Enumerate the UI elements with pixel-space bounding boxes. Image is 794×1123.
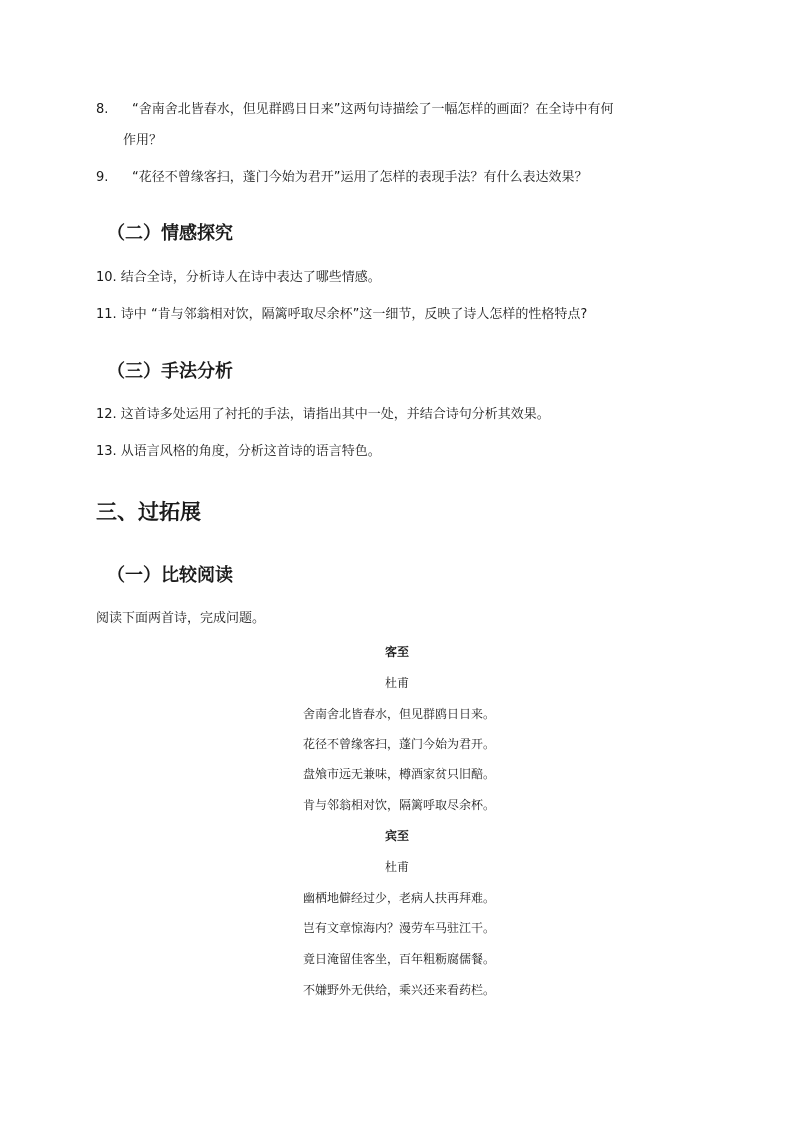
poem-2-title: 宾至: [384, 829, 409, 843]
poem-2-line: 竟日淹留佳客坐，百年粗粝腐儒餐。: [302, 952, 495, 966]
poem-1-author: 杜甫: [384, 676, 409, 690]
poem-1-line: 盘飧市远无兼味，樽酒家贫只旧醅。: [302, 767, 495, 781]
section-heading-compare: （一）比较阅读: [107, 565, 233, 586]
poem-1-title: 客至: [384, 645, 409, 659]
question-13: 13. 从语言风格的角度，分析这首诗的语言特色。: [96, 444, 381, 459]
chapter-heading-extend: 三、过拓展: [96, 500, 201, 524]
poem-2-line: 岂有文章惊海内？漫劳车马驻江干。: [302, 921, 495, 935]
section-heading-emotion: （二）情感探究: [107, 223, 233, 244]
question-text: “舍南舍北皆春水，但见群鸥日日来”这两句诗描绘了一幅怎样的画面？在全诗中有何: [132, 102, 614, 117]
question-8: [96, 101, 613, 119]
reading-instruction: 阅读下面两首诗，完成问题。: [96, 611, 266, 626]
section-heading-technique: （三）手法分析: [107, 361, 233, 382]
poem-2-line: 幽栖地僻经过少，老病人扶再拜难。: [302, 891, 495, 905]
question-8-continuation: 作用？: [123, 133, 163, 148]
poem-1-line: 舍南舍北皆春水，但见群鸥日日来。: [302, 707, 495, 721]
question-9: [96, 169, 587, 187]
question-number: 9.: [96, 170, 109, 185]
poem-2-line: 不嫌野外无供给，乘兴还来看药栏。: [302, 983, 495, 997]
question-text: “花径不曾缘客扫，蓬门今始为君开”运用了怎样的表现手法？有什么表达效果？: [132, 170, 588, 185]
poem-1-line: 肯与邻翁相对饮，隔篱呼取尽余杯。: [302, 798, 495, 812]
poem-1-line: 花径不曾缘客扫，蓬门今始为君开。: [302, 737, 495, 751]
poem-2-author: 杜甫: [384, 860, 409, 874]
question-number: 8.: [96, 102, 109, 117]
question-11: 11. 诗中 “肯与邻翁相对饮，隔篱呼取尽余杯”这一细节，反映了诗人怎样的性格特点?: [96, 307, 588, 322]
question-12: 12. 这首诗多处运用了衬托的手法，请指出其中一处，并结合诗句分析其效果。: [96, 407, 550, 422]
question-10: 10. 结合全诗，分析诗人在诗中表达了哪些情感。: [96, 270, 381, 285]
